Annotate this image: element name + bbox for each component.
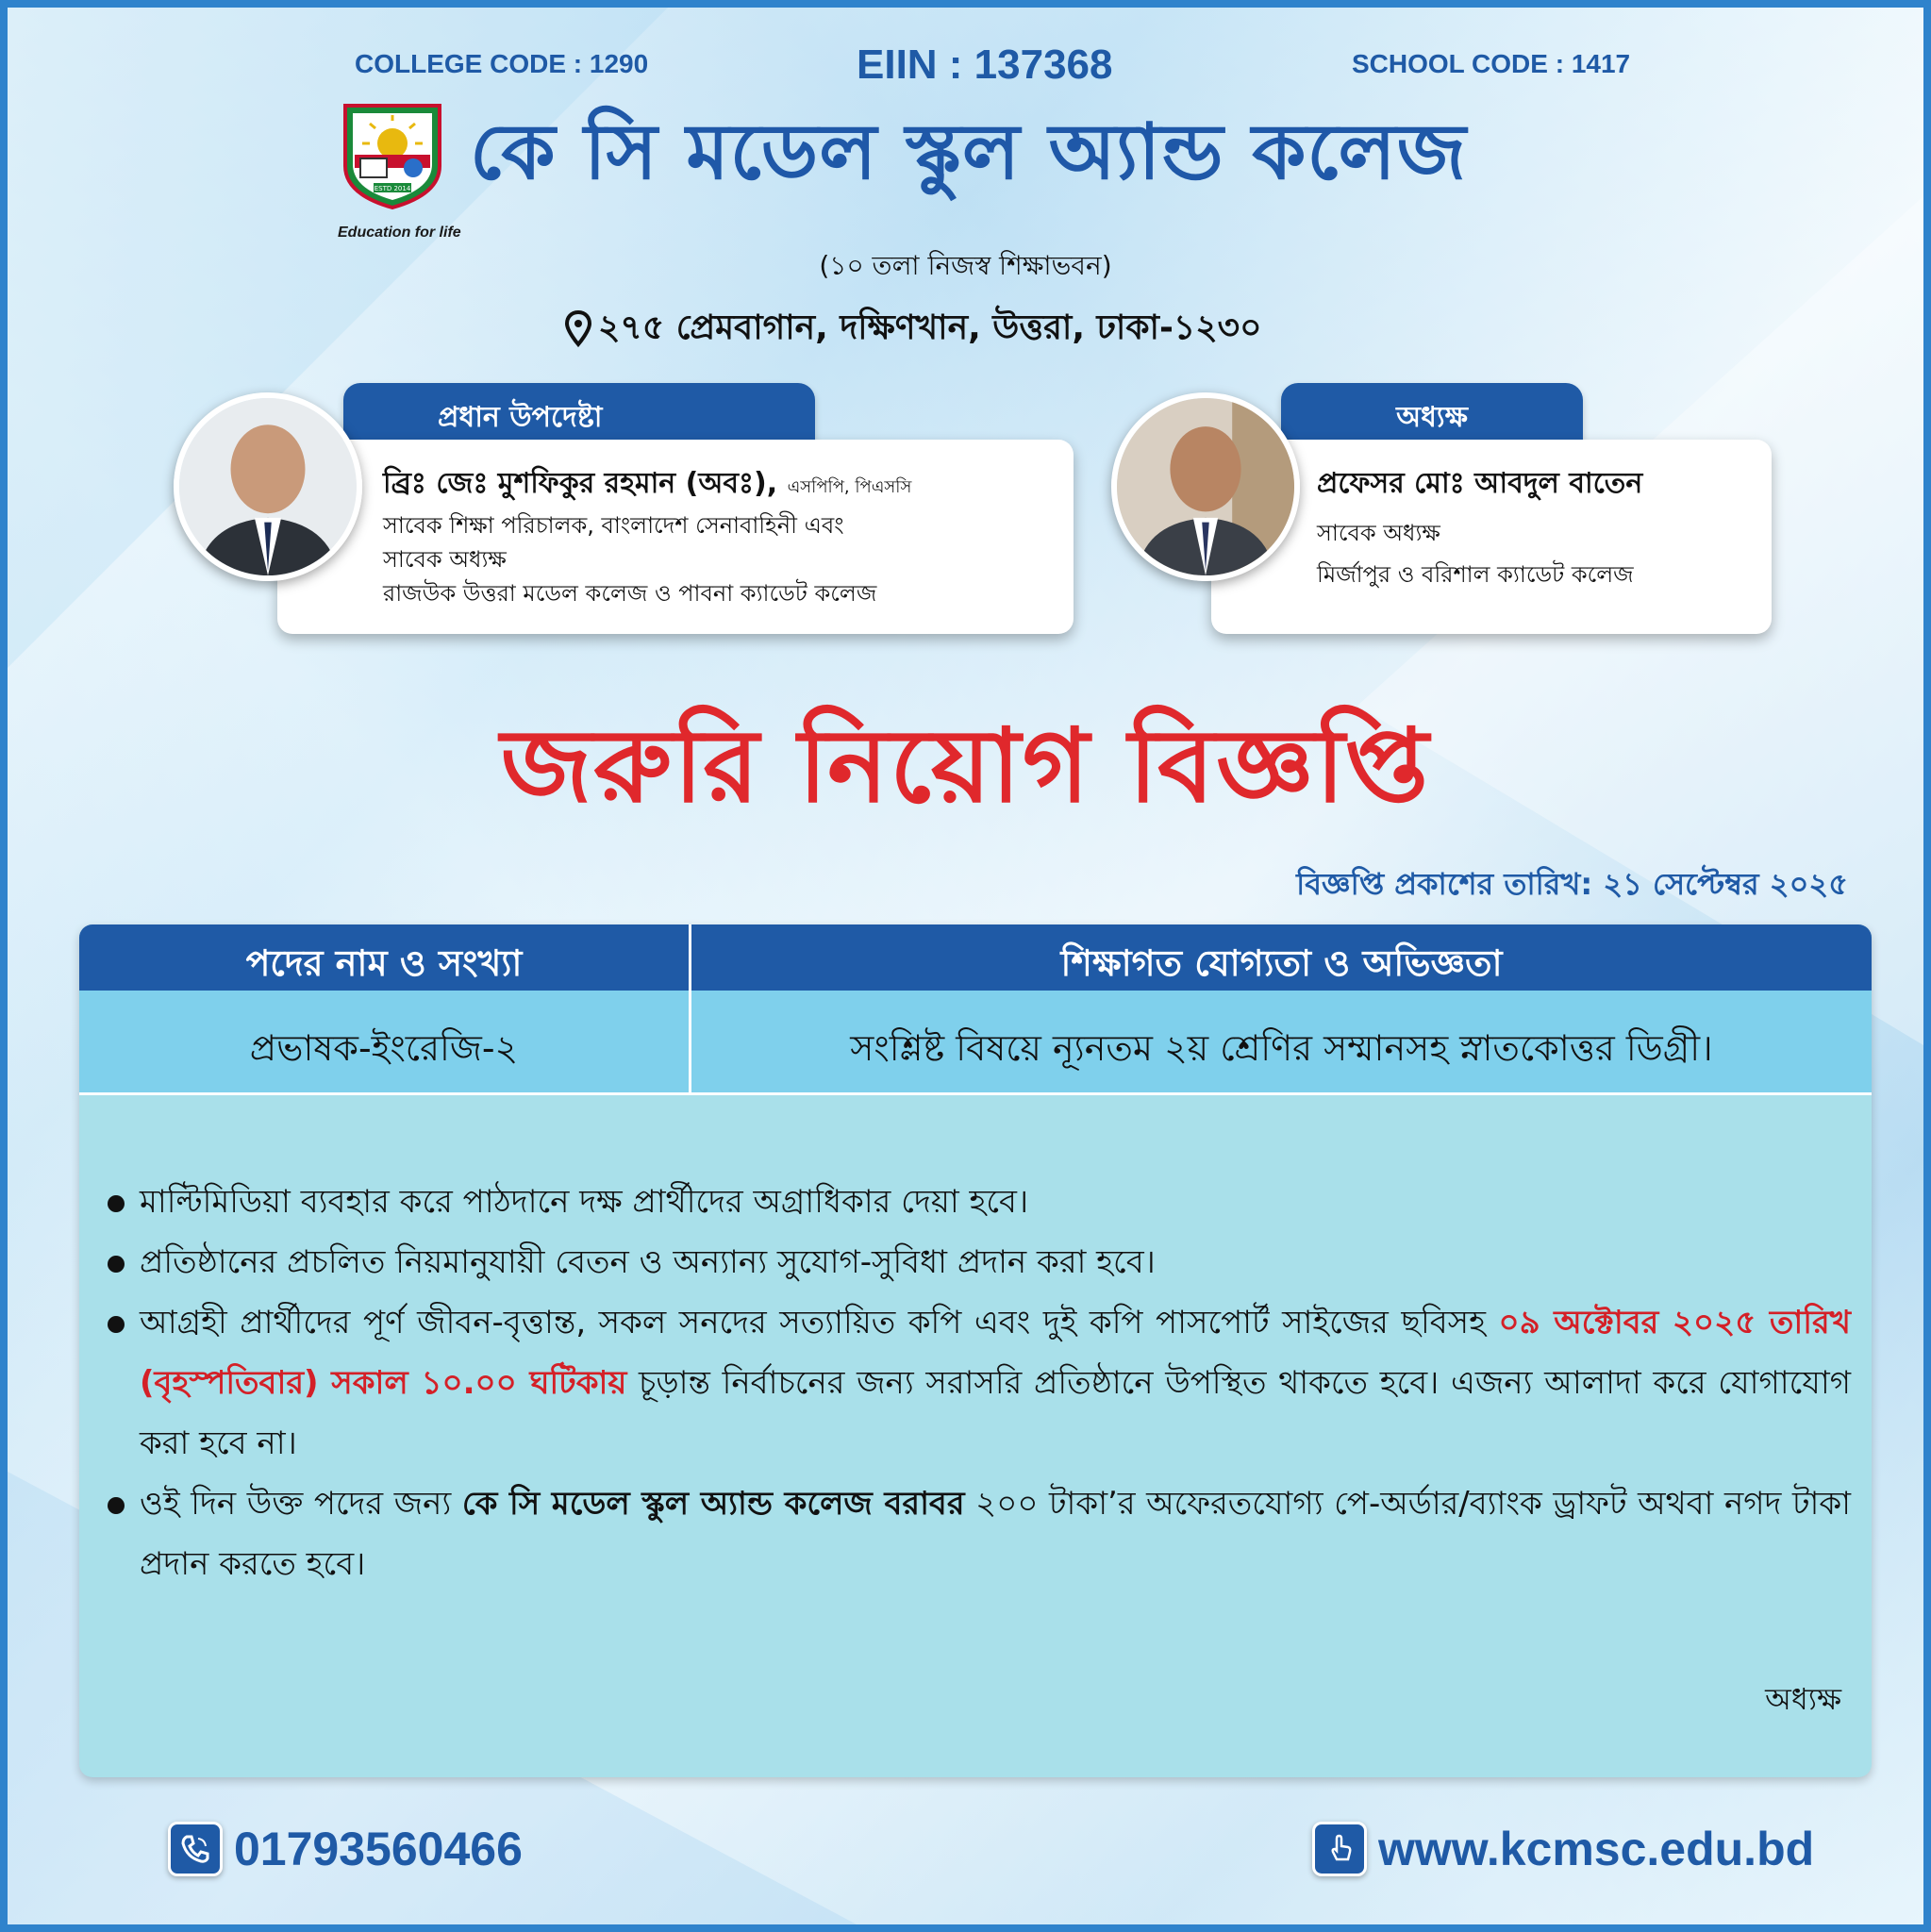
column-header-qualification: শিক্ষাগত যোগ্যতা ও অভিজ্ঞতা <box>1060 942 1503 984</box>
advisor-photo <box>174 392 362 581</box>
eiin-code: EIIN : 137368 <box>857 42 1113 88</box>
table-header <box>79 924 1872 991</box>
list-item: ওই দিন উক্ত পদের জন্য কে সি মডেল স্কুল অ্যান্ড কলেজ বরাবর ২০০ টাকা’র অফেরতযোগ্য পে-অর্ডার/ব্যাংক ড্রাফট অথবা নগদ টাকা প্রদান করতে হবে। <box>106 1474 1851 1594</box>
pointer-hand-icon <box>1312 1822 1367 1876</box>
principal-name: প্রফেসর মোঃ আবদুল বাতেন <box>1317 467 1643 500</box>
phone-number: 01793560466 <box>234 1823 523 1875</box>
school-code: SCHOOL CODE : 1417 <box>1352 49 1631 78</box>
school-logo <box>336 100 449 211</box>
address <box>564 302 1262 358</box>
phone-contact[interactable] <box>168 1819 523 1879</box>
institution-codes <box>8 42 1923 89</box>
school-name: কে সি মডেল স্কুল অ্যান্ড কলেজ <box>470 108 1467 197</box>
phone-icon <box>168 1822 223 1876</box>
notice-headline: জরুরি নিয়োগ বিজ্ঞপ্তি <box>500 708 1431 825</box>
website-url: www.kcmsc.edu.bd <box>1378 1823 1815 1875</box>
column-header-post: পদের নাম ও সংখ্যা <box>245 942 523 984</box>
principal-line: সাবেক অধ্যক্ষ <box>1317 520 1440 546</box>
signature: অধ্যক্ষ <box>1765 1681 1841 1717</box>
interview-date-highlight: ০৯ অক্টোবর ২০২৫ তারিখ (বৃহস্পতিবার) সকাল ১০.০০ ঘটিকায় <box>140 1304 1851 1402</box>
publish-date: বিজ্ঞপ্তি প্রকাশের তারিখ: ২১ সেপ্টেম্বর ২০২৫ <box>1296 866 1848 902</box>
list-item: আগ্রহী প্রার্থীদের পূর্ণ জীবন-বৃত্তান্ত, সকল সনদের সত্যায়িত কপি এবং দুই কপি পাসপোর্ট সাইজের ছবিসহ ০৯ অক্টোবর ২০২৫ তারিখ (বৃহস্পতিবার) সকাল ১০.০০ ঘটিকায় চূড়ান্ত নির্বাচনের জন্য সরাসরি প্রতিষ্ঠানে উপস্থিত থাকতে হবে। এজন্য আলাদা করে যোগাযোগ করা হবে না। <box>106 1292 1851 1474</box>
logo-estd: ESTD 2014 <box>374 185 411 192</box>
list-item: মাল্টিমিডিয়া ব্যবহার করে পাঠদানে দক্ষ প্রার্থীদের অগ্রাধিকার দেয়া হবে। <box>106 1172 1851 1232</box>
row-divider <box>79 1092 1872 1095</box>
website-link[interactable] <box>1312 1819 1814 1879</box>
vacancy-table <box>79 924 1872 1777</box>
address-text: ২৭৫ প্রেমবাগান, দক্ষিণখান, উত্তরা, ঢাকা-১২৩০ <box>598 308 1262 347</box>
principal-tab: অধ্যক্ষ <box>1281 383 1583 441</box>
principal-line: মির্জাপুর ও বরিশাল ক্যাডেট কলেজ <box>1317 561 1634 588</box>
table-cell-post: প্রভাষক-ইংরেজি-২ <box>249 1027 519 1069</box>
building-note: (১০ তলা নিজস্ব শিক্ষাভবন) <box>819 250 1112 281</box>
advisor-tab: প্রধান উপদেষ্টা <box>343 383 815 441</box>
advisor-details <box>277 440 1074 634</box>
college-code: COLLEGE CODE : 1290 <box>355 49 649 78</box>
principal-card <box>1111 383 1772 638</box>
payee-name: কে সি মডেল স্কুল অ্যান্ড কলেজ বরাবর <box>461 1485 965 1523</box>
advisor-card <box>174 383 1074 638</box>
table-cell-qualification: সংশ্লিষ্ট বিষয়ে ন্যূনতম ২য় শ্রেণির সম্মানসহ স্নাতকোত্তর ডিগ্রী। <box>850 1027 1713 1069</box>
column-divider <box>689 924 691 1092</box>
location-pin-icon <box>564 310 592 348</box>
list-item: প্রতিষ্ঠানের প্রচলিত নিয়মানুযায়ী বেতন ও অন্যান্য সুযোগ-সুবিধা প্রদান করা হবে। <box>106 1232 1851 1292</box>
conditions-list <box>106 1172 1851 1594</box>
table-row <box>79 991 1872 1092</box>
principal-photo <box>1111 392 1300 581</box>
advisor-line: সাবেক শিক্ষা পরিচালক, বাংলাদেশ সেনাবাহিনী এবং <box>383 512 844 539</box>
advisor-name: ব্রিঃ জেঃ মুশফিকুর রহমান (অবঃ), এসপিপি, পিএসসি <box>383 467 912 500</box>
logo-tagline: Education for life <box>338 225 461 241</box>
advisor-line: রাজউক উত্তরা মডেল কলেজ ও পাবনা ক্যাডেট কলেজ <box>383 580 877 607</box>
advisor-line: সাবেক অধ্যক্ষ <box>383 546 507 573</box>
